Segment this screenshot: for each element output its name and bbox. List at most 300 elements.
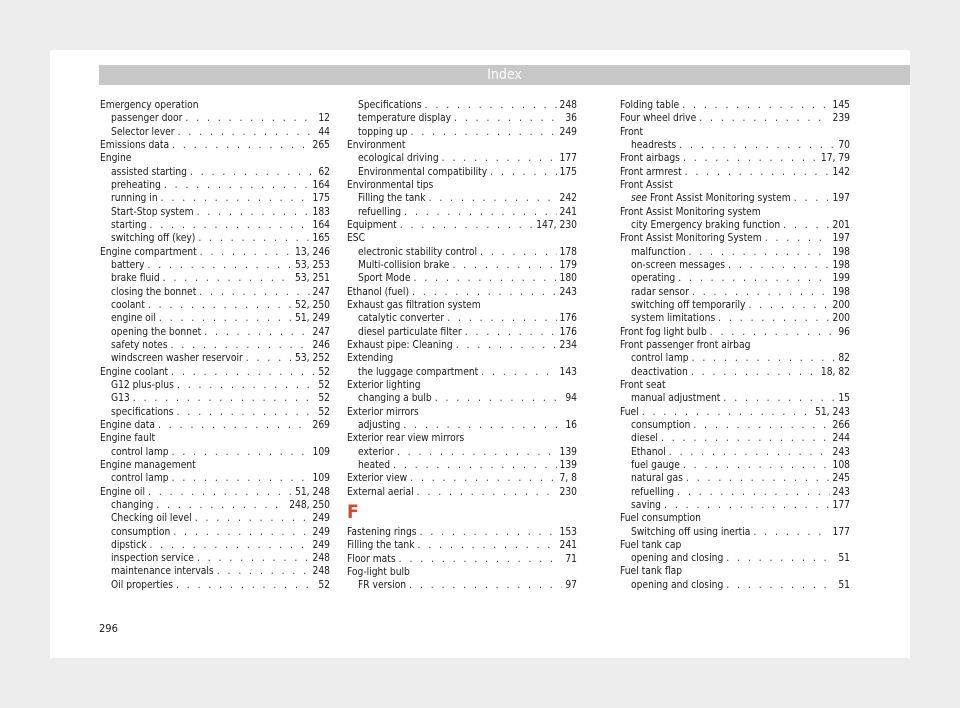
- index-subentry: [620, 432, 850, 445]
- index-subentry: [100, 526, 330, 539]
- entry-text: topping up: [358, 126, 408, 138]
- entry-text: electronic stability control: [358, 246, 478, 258]
- entry-text: Equipment: [347, 219, 397, 231]
- index-subentry: [620, 259, 850, 272]
- dot-leader: [200, 246, 292, 259]
- dot-leader: [148, 299, 292, 312]
- entry-text: Filling the tank: [347, 540, 415, 552]
- index-entry: [620, 406, 850, 419]
- page-reference: 153: [559, 526, 577, 538]
- index-subentry: [100, 446, 330, 459]
- page-reference: 51: [838, 579, 850, 591]
- dot-leader: [454, 112, 562, 125]
- index-subentry: [100, 192, 330, 205]
- entry-text: Specifications: [358, 100, 422, 111]
- index-subentry: [347, 326, 577, 339]
- dot-leader: [682, 99, 829, 112]
- index-subentry: [100, 259, 330, 272]
- page-reference: 165: [312, 233, 330, 245]
- index-heading: Exhaust gas filtration system: [347, 299, 481, 311]
- index-subentry: [100, 126, 330, 139]
- entry-text: switching off temporarily: [631, 299, 746, 311]
- index-heading: Exterior rear view mirrors: [347, 433, 465, 445]
- index-entry: [347, 486, 577, 499]
- entry-text: Front armrest: [620, 166, 682, 178]
- page-reference: 178: [559, 246, 577, 258]
- index-subentry: [347, 206, 577, 219]
- page-reference: 247: [312, 326, 330, 338]
- entry-text: Exhaust pipe: Cleaning: [347, 339, 453, 351]
- index-entry: [620, 166, 850, 179]
- page-reference: 266: [832, 419, 850, 431]
- entry-text: closing the bonnet: [111, 286, 197, 298]
- dot-leader: [718, 312, 829, 325]
- dot-leader: [465, 326, 557, 339]
- entry-text: Engine coolant: [100, 366, 169, 378]
- dot-leader: [692, 352, 836, 365]
- dot-leader: [149, 539, 309, 552]
- dot-leader: [691, 366, 818, 379]
- dot-leader: [409, 579, 562, 592]
- entry-text: changing a bulb: [358, 393, 432, 405]
- page-reference: 249: [312, 526, 330, 538]
- dot-leader: [164, 179, 310, 192]
- dot-leader: [480, 246, 556, 259]
- page-reference: 175: [559, 166, 577, 178]
- entry-text: manual adjustment: [631, 393, 721, 405]
- see-reference: see: [631, 193, 648, 205]
- index-column-3: [620, 99, 850, 592]
- entry-text: specifications: [111, 406, 174, 418]
- entry-text: FR version: [358, 580, 407, 592]
- index-subentry: [100, 232, 330, 245]
- page-reference: 198: [832, 246, 850, 258]
- entry-text: malfunction: [631, 246, 686, 258]
- index-subentry: [100, 166, 330, 179]
- dot-leader: [683, 152, 818, 165]
- index-subentry: [100, 299, 330, 312]
- dot-leader: [197, 552, 310, 565]
- entry-text: opening and closing: [631, 553, 724, 565]
- entry-text: dipstick: [111, 539, 147, 551]
- dot-leader: [723, 392, 835, 405]
- dot-leader: [178, 126, 316, 139]
- page-reference: 234: [559, 339, 577, 351]
- dot-leader: [414, 272, 557, 285]
- page-reference: 12: [318, 113, 330, 125]
- page-reference: 201: [832, 219, 850, 231]
- entry-text: saving: [631, 499, 661, 511]
- entry-text: Checking oil level: [111, 513, 192, 525]
- dot-leader: [163, 272, 292, 285]
- entry-text: system limitations: [631, 313, 716, 325]
- index-heading: Front seat: [620, 379, 666, 391]
- dot-leader: [677, 486, 829, 499]
- entry-text: refuelling: [631, 486, 675, 498]
- index-subentry: [100, 272, 330, 285]
- dot-leader: [481, 366, 556, 379]
- index-subentry: [620, 446, 850, 459]
- entry-text: Oil properties: [111, 579, 173, 591]
- page-reference: 180: [559, 273, 577, 285]
- page-reference: 183: [312, 206, 330, 218]
- index-entry: [620, 326, 850, 339]
- section-letter: F: [347, 500, 359, 523]
- entry-text: passenger door: [111, 113, 183, 125]
- entry-text: Engine oil: [100, 486, 146, 498]
- entry-text: windscreen washer reservoir: [111, 353, 243, 365]
- dot-leader: [642, 406, 812, 419]
- entry-text: Four wheel drive: [620, 113, 697, 125]
- page-reference: 198: [832, 286, 850, 298]
- entry-text: Engine data: [100, 419, 155, 431]
- page-reference: 52: [318, 579, 330, 591]
- page-reference: 246: [312, 339, 330, 351]
- page-reference: 243: [832, 486, 850, 498]
- entry-text: switching off (key): [111, 233, 196, 245]
- page-reference: 109: [312, 473, 330, 485]
- dot-leader: [148, 486, 292, 499]
- index-subentry: [100, 552, 330, 565]
- page-reference: 249: [312, 539, 330, 551]
- page-reference: 164: [312, 219, 330, 231]
- page-reference: 179: [559, 259, 577, 271]
- dot-leader: [197, 206, 310, 219]
- entry-text: Environmental compatibility: [358, 166, 488, 178]
- page-reference: 108: [832, 459, 850, 471]
- page-reference: 241: [559, 206, 577, 218]
- index-entry: [620, 112, 850, 125]
- index-heading: Front passenger front airbag: [620, 339, 751, 351]
- page-reference: 13, 246: [295, 246, 330, 258]
- dot-leader: [161, 192, 310, 205]
- index-entry: [620, 99, 850, 112]
- page-reference: 52: [318, 366, 330, 378]
- entry-text: Emissions data: [100, 139, 170, 151]
- dot-leader: [683, 459, 830, 472]
- dot-leader: [171, 366, 315, 379]
- index-subentry: [620, 246, 850, 259]
- page-reference: 243: [832, 446, 850, 458]
- index-subentry: [100, 112, 330, 125]
- entry-text: starting: [111, 219, 147, 231]
- page-reference: 142: [832, 166, 850, 178]
- dot-leader: [171, 339, 310, 352]
- dot-leader: [133, 392, 316, 405]
- index-entry: [347, 539, 577, 552]
- entry-label: Front Assist Monitoring system: [649, 193, 791, 205]
- entry-text: adjusting: [358, 419, 401, 431]
- entry-text: temperature display: [358, 113, 452, 125]
- index-subentry: [620, 526, 850, 539]
- entry-text: Start-Stop system: [111, 206, 194, 218]
- index-subentry: [100, 512, 330, 525]
- index-entry: [347, 472, 577, 485]
- page-reference: 15: [838, 393, 850, 405]
- dot-leader: [678, 272, 829, 285]
- index-heading: Engine fault: [100, 433, 156, 445]
- page-reference: 52: [318, 406, 330, 418]
- page-reference: 177: [832, 499, 850, 511]
- page-reference: 248: [312, 553, 330, 565]
- page-reference: 70: [838, 139, 850, 151]
- dot-leader: [794, 192, 830, 205]
- index-subentry: [347, 579, 577, 592]
- index-subentry: [347, 312, 577, 325]
- page-reference: 243: [559, 286, 577, 298]
- dot-leader: [393, 459, 556, 472]
- page-reference: 175: [312, 193, 330, 205]
- page-header: Index: [99, 65, 910, 85]
- index-subentry: [620, 579, 850, 592]
- dot-leader: [693, 419, 829, 432]
- index-subentry: [100, 179, 330, 192]
- index-subentry: [347, 259, 577, 272]
- index-entry: [100, 246, 330, 259]
- index-column-1: [100, 99, 330, 592]
- index-page: [50, 50, 910, 658]
- page-reference: 143: [559, 366, 577, 378]
- page-reference: 197: [832, 233, 850, 245]
- index-heading: Engine management: [100, 459, 196, 471]
- entry-text: Exterior view: [347, 473, 408, 485]
- index-entry: [100, 486, 330, 499]
- entry-text: Selector lever: [111, 126, 175, 138]
- dot-leader: [728, 259, 829, 272]
- entry-text: city Emergency braking function: [631, 219, 781, 231]
- entry-text: running in: [111, 193, 158, 205]
- page-reference: 177: [832, 526, 850, 538]
- index-subentry: [347, 272, 577, 285]
- index-subentry: [347, 419, 577, 432]
- dot-leader: [418, 539, 557, 552]
- page-reference: 249: [559, 126, 577, 138]
- page-reference: 52, 250: [295, 299, 330, 311]
- index-subentry: [620, 219, 850, 232]
- page-reference: 82: [838, 353, 850, 365]
- dot-leader: [669, 446, 830, 459]
- page-reference: 139: [559, 459, 577, 471]
- entry-text: on-screen messages: [631, 259, 726, 271]
- entry-text: natural gas: [631, 473, 683, 485]
- page-reference: 145: [832, 100, 850, 111]
- dot-leader: [172, 472, 310, 485]
- entry-text: G12 plus-plus: [111, 379, 174, 391]
- index-subentry: [347, 246, 577, 259]
- dot-leader: [198, 232, 309, 245]
- index-subentry: [347, 446, 577, 459]
- index-subentry: [100, 339, 330, 352]
- dot-leader: [452, 259, 556, 272]
- index-subentry: [620, 459, 850, 472]
- entry-text: Front Assist Monitoring System: [620, 233, 762, 245]
- page-reference: 17, 79: [820, 153, 850, 165]
- page-reference: 53, 252: [295, 353, 330, 365]
- index-entry: [100, 139, 330, 152]
- entry-text: Filling the tank: [358, 193, 426, 205]
- entry-text: operating: [631, 273, 676, 285]
- dot-leader: [411, 126, 557, 139]
- index-heading: Fuel consumption: [620, 513, 701, 525]
- index-heading: Fuel tank cap: [620, 539, 682, 551]
- entry-text: the luggage compartment: [358, 366, 479, 378]
- dot-leader: [172, 139, 309, 152]
- entry-text: [631, 192, 791, 205]
- entry-text: Floor mats: [347, 553, 396, 565]
- index-heading: Fuel tank flap: [620, 566, 683, 578]
- index-subentry: [620, 419, 850, 432]
- index-entry: [100, 419, 330, 432]
- index-subentry: [620, 299, 850, 312]
- index-heading: Front Assist Monitoring system: [620, 206, 761, 218]
- dot-leader: [156, 499, 286, 512]
- dot-leader: [748, 299, 829, 312]
- page-reference: 71: [565, 553, 577, 565]
- index-subentry: [620, 192, 850, 205]
- dot-leader: [217, 565, 310, 578]
- entry-text: diesel particulate filter: [358, 326, 462, 338]
- index-subentry: [100, 499, 330, 512]
- index-heading: Engine: [100, 153, 132, 165]
- page-reference: 176: [559, 326, 577, 338]
- index-subentry: [100, 565, 330, 578]
- dot-leader: [173, 526, 309, 539]
- page-reference: 18, 82: [820, 366, 850, 378]
- page-reference: 147, 230: [536, 219, 577, 231]
- page-reference: 44: [318, 126, 330, 138]
- dot-leader: [664, 499, 830, 512]
- dot-leader: [176, 579, 315, 592]
- page-reference: 197: [832, 193, 850, 205]
- index-subentry: [620, 472, 850, 485]
- index-subentry: [347, 166, 577, 179]
- index-subentry: [347, 459, 577, 472]
- page-reference: 109: [312, 446, 330, 458]
- index-subentry: [620, 552, 850, 565]
- dot-leader: [403, 419, 562, 432]
- dot-leader: [410, 472, 556, 485]
- index-heading: Extending: [347, 353, 394, 365]
- index-subentry: [620, 286, 850, 299]
- entry-text: opening and closing: [631, 579, 724, 591]
- dot-leader: [689, 246, 830, 259]
- dot-leader: [442, 152, 557, 165]
- entry-text: coolant: [111, 299, 145, 311]
- page-reference: 16: [565, 419, 577, 431]
- dot-leader: [686, 472, 830, 485]
- dot-leader: [726, 579, 835, 592]
- dot-leader: [726, 552, 835, 565]
- index-heading: Front Assist: [620, 179, 673, 191]
- entry-text: safety notes: [111, 339, 168, 351]
- page-reference: 248: [312, 566, 330, 578]
- index-subentry: [620, 312, 850, 325]
- dot-leader: [190, 166, 315, 179]
- index-subentry: [100, 539, 330, 552]
- entry-text: headrests: [631, 139, 677, 151]
- dot-leader: [158, 419, 310, 432]
- dot-leader: [435, 392, 563, 405]
- dot-leader: [783, 219, 829, 232]
- page-reference: 245: [832, 473, 850, 485]
- dot-leader: [185, 112, 315, 125]
- index-subentry: [620, 392, 850, 405]
- index-entry: [347, 286, 577, 299]
- index-subentry: [620, 499, 850, 512]
- index-subentry: [620, 139, 850, 152]
- entry-text: Folding table: [620, 100, 680, 111]
- dot-leader: [692, 286, 830, 299]
- page-reference: 230: [559, 486, 577, 498]
- page-reference: 200: [832, 313, 850, 325]
- page-number: 296: [99, 622, 118, 635]
- entry-text: Engine compartment: [100, 246, 197, 258]
- index-subentry: [100, 326, 330, 339]
- entry-text: External aerial: [347, 486, 414, 498]
- index-subentry: [347, 152, 577, 165]
- page-reference: 200: [832, 299, 850, 311]
- entry-text: Front fog light bulb: [620, 326, 707, 338]
- index-subentry: [100, 206, 330, 219]
- index-subentry: [100, 312, 330, 325]
- index-heading: Fog-light bulb: [347, 566, 410, 578]
- index-subentry: [100, 286, 330, 299]
- index-heading: Emergency operation: [100, 100, 199, 111]
- entry-text: control lamp: [111, 446, 169, 458]
- dot-leader: [159, 312, 292, 325]
- page-reference: 51, 248: [295, 486, 330, 498]
- entry-text: battery: [111, 259, 145, 271]
- entry-text: control lamp: [631, 353, 689, 365]
- index-entry: [347, 219, 577, 232]
- index-heading: Environmental tips: [347, 179, 434, 191]
- page-reference: 242: [559, 193, 577, 205]
- index-subentry: [100, 579, 330, 592]
- index-subentry: [620, 352, 850, 365]
- dot-leader: [195, 512, 310, 525]
- dot-leader: [429, 192, 557, 205]
- dot-leader: [420, 526, 557, 539]
- entry-text: Ethanol (fuel): [347, 286, 410, 298]
- entry-text: Multi-collision brake: [358, 259, 450, 271]
- dot-leader: [199, 286, 309, 299]
- index-subentry: [100, 472, 330, 485]
- entry-text: opening the bonnet: [111, 326, 202, 338]
- index-column-2: [347, 99, 577, 592]
- index-subentry: [620, 486, 850, 499]
- entry-text: brake fluid: [111, 273, 160, 285]
- page-reference: 176: [559, 313, 577, 325]
- entry-text: Switching off using inertia: [631, 526, 751, 538]
- page-reference: 269: [312, 419, 330, 431]
- page-reference: 97: [565, 580, 577, 592]
- page-reference: 265: [312, 139, 330, 151]
- page-reference: 241: [559, 540, 577, 552]
- page-reference: 52: [318, 379, 330, 391]
- index-subentry: [620, 366, 850, 379]
- index-entry: [100, 366, 330, 379]
- page-reference: 198: [832, 259, 850, 271]
- dot-leader: [400, 219, 533, 232]
- entry-text: Ethanol: [631, 446, 666, 458]
- page-reference: 239: [832, 113, 850, 125]
- page-reference: 248, 250: [289, 499, 330, 511]
- entry-text: Sport Mode: [358, 273, 411, 285]
- page-reference: 164: [312, 179, 330, 191]
- index-heading: Front: [620, 126, 644, 138]
- entry-text: inspection service: [111, 553, 194, 565]
- dot-leader: [172, 446, 310, 459]
